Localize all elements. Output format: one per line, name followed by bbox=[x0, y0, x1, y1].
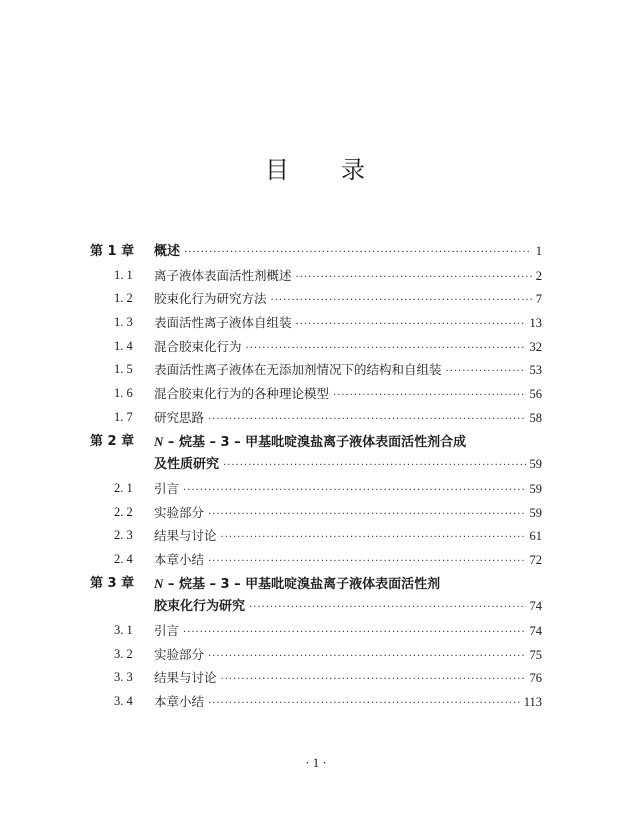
toc-leader-dots bbox=[221, 526, 526, 550]
toc-entry bbox=[90, 406, 542, 430]
toc-entry-body bbox=[154, 287, 542, 313]
toc-entry-title-text: 引言 bbox=[154, 480, 180, 496]
toc-entry-number: 第 1 章 bbox=[90, 244, 135, 259]
toc-entry-body bbox=[154, 643, 542, 669]
toc-entry-title bbox=[154, 666, 217, 690]
toc-entry-title bbox=[154, 453, 219, 477]
toc-entry-number: 1. 6 bbox=[114, 386, 133, 401]
toc-entry-number: 1. 5 bbox=[114, 362, 133, 377]
toc-leader-dots bbox=[183, 621, 525, 645]
toc-entry bbox=[90, 287, 542, 311]
toc-entry-body bbox=[154, 477, 542, 503]
toc-entry-number: 2. 3 bbox=[114, 528, 133, 543]
toc-entry bbox=[90, 477, 542, 501]
toc-entry-title bbox=[154, 524, 217, 548]
toc-entry-title bbox=[154, 501, 204, 525]
toc-entry bbox=[90, 311, 542, 335]
toc-entry bbox=[90, 572, 542, 596]
toc-entry-body bbox=[154, 406, 542, 432]
toc-leader-dots bbox=[446, 360, 526, 384]
toc-entry bbox=[90, 619, 542, 643]
toc-entry-page: 76 bbox=[529, 671, 542, 686]
page-title-part2: 录 bbox=[341, 156, 367, 184]
toc-entry-title-italic: N bbox=[154, 433, 164, 449]
toc-leader-dots bbox=[271, 289, 532, 313]
toc-entry-title-text: – 烷基 – 3 – 甲基吡啶溴盐离子液体表面活性剂合成 bbox=[163, 434, 467, 450]
toc-entry-page: 61 bbox=[529, 529, 542, 544]
toc-entry-title-text: 胶束化行为研究 bbox=[154, 599, 246, 615]
toc-entry-title-text: 实验部分 bbox=[154, 504, 205, 520]
toc-entry-body bbox=[154, 453, 542, 478]
toc-entry bbox=[90, 430, 542, 454]
toc-entry-title bbox=[154, 311, 292, 335]
toc-entry-number: 3. 3 bbox=[114, 670, 133, 685]
toc-entry-title-text: 及性质研究 bbox=[154, 457, 220, 473]
toc-entry-title-text: 本章小结 bbox=[154, 551, 205, 567]
toc-entry bbox=[90, 358, 542, 382]
toc-leader-dots bbox=[208, 550, 525, 574]
toc-entry-number: 1. 7 bbox=[114, 409, 133, 424]
toc-entry-title-text: 结果与讨论 bbox=[154, 528, 217, 544]
toc-entry-body bbox=[154, 358, 542, 384]
toc-entry-page: 113 bbox=[523, 695, 542, 710]
toc-leader-dots bbox=[208, 503, 525, 527]
toc-entry-page: 2 bbox=[535, 268, 542, 283]
toc-entry-page: 32 bbox=[529, 339, 542, 354]
toc-entry-title bbox=[154, 382, 329, 406]
toc-entry bbox=[90, 548, 542, 572]
toc-leader-dots bbox=[296, 313, 526, 337]
toc-entry-title bbox=[154, 264, 292, 288]
toc-entry-body bbox=[154, 382, 542, 408]
toc-entry-page: 1 bbox=[535, 244, 542, 258]
toc-entry-number: 2. 4 bbox=[114, 551, 133, 566]
toc-leader-dots bbox=[221, 668, 526, 692]
toc-leader-dots bbox=[183, 479, 525, 503]
toc-leader-dots bbox=[184, 241, 532, 265]
toc-entry-page: 74 bbox=[529, 599, 542, 614]
toc-leader-dots bbox=[223, 454, 525, 478]
toc-entry-number: 1. 1 bbox=[114, 267, 133, 282]
toc-entry-title-text: 表面活性离子液体在无添加剂情况下的结构和自组装 bbox=[154, 362, 442, 378]
toc-leader-dots bbox=[208, 692, 520, 716]
toc-entry-page: 7 bbox=[535, 292, 542, 307]
toc-entry-number: 2. 2 bbox=[114, 504, 133, 519]
toc-entry-body bbox=[154, 572, 542, 597]
toc-entry-page: 53 bbox=[529, 363, 542, 378]
toc-entry-body bbox=[154, 524, 542, 550]
toc-entry-body bbox=[154, 548, 542, 574]
toc-entry-title bbox=[154, 287, 267, 311]
toc-entry-title-text: 混合胶束化行为 bbox=[154, 338, 242, 354]
toc-entry-title bbox=[154, 690, 204, 714]
toc-entry-title-italic: N bbox=[154, 575, 164, 591]
toc-entry bbox=[90, 453, 542, 477]
toc-entry-number: 1. 3 bbox=[114, 315, 133, 330]
toc-entry-title bbox=[154, 477, 179, 501]
toc-leader-dots bbox=[333, 384, 525, 408]
toc-entry-title-text: 混合胶束化行为的各种理论模型 bbox=[154, 386, 330, 402]
toc-leader-dots bbox=[249, 596, 525, 620]
toc-leader-dots bbox=[296, 266, 532, 290]
toc-entry-body bbox=[154, 335, 542, 361]
toc-entry-title bbox=[154, 240, 180, 264]
toc-entry-page: 72 bbox=[529, 552, 542, 567]
toc-entry-body bbox=[154, 501, 542, 527]
toc-entry-title bbox=[154, 358, 442, 382]
toc-entry-number: 3. 2 bbox=[114, 646, 133, 661]
toc-entry-number: 3. 4 bbox=[114, 694, 133, 709]
toc-entry-title-text: 表面活性离子液体自组装 bbox=[154, 315, 292, 331]
toc-leader-dots bbox=[246, 337, 526, 361]
toc-entry bbox=[90, 524, 542, 548]
toc-entry bbox=[90, 595, 542, 619]
toc-entry-title-text: – 烷基 – 3 – 甲基吡啶溴盐离子液体表面活性剂 bbox=[163, 576, 441, 592]
toc-entry-title-text: 研究思路 bbox=[154, 409, 205, 425]
toc-leader-dots bbox=[208, 408, 525, 432]
toc-entry-body bbox=[154, 240, 542, 265]
page-number-footer: · 1 · bbox=[305, 755, 327, 770]
toc-entry bbox=[90, 690, 542, 714]
toc-entry-page: 56 bbox=[529, 387, 542, 402]
toc-entry-title-text: 胶束化行为研究方法 bbox=[154, 291, 267, 307]
toc-entry bbox=[90, 501, 542, 525]
toc-entry-body bbox=[154, 311, 542, 337]
toc-entry-page: 75 bbox=[529, 647, 542, 662]
toc-entry bbox=[90, 382, 542, 406]
toc-entry-title bbox=[154, 643, 204, 667]
toc-entry-body bbox=[154, 264, 542, 290]
toc-entry-page: 13 bbox=[529, 316, 542, 331]
toc-entry bbox=[90, 643, 542, 667]
toc-entry-title-text: 概述 bbox=[154, 244, 181, 259]
toc-entry-number: 3. 1 bbox=[114, 623, 133, 637]
toc-entry-number: 第 2 章 bbox=[90, 433, 135, 449]
toc-entry-number: 第 3 章 bbox=[90, 575, 135, 591]
toc-entry-title bbox=[154, 335, 242, 359]
toc-entry-page: 74 bbox=[529, 624, 542, 638]
toc-entry-page: 59 bbox=[529, 457, 542, 472]
toc-entry-title bbox=[154, 619, 179, 643]
toc-entry-body bbox=[154, 666, 542, 692]
toc-entry-title bbox=[154, 595, 245, 619]
toc-entry-title-text: 实验部分 bbox=[154, 646, 205, 662]
page-title-part1: 目 bbox=[265, 156, 291, 184]
toc-entry-title-text: 结果与讨论 bbox=[154, 670, 217, 686]
toc-entry-title-text: 本章小结 bbox=[154, 694, 205, 710]
toc-entry-body bbox=[154, 619, 542, 645]
toc-entry bbox=[90, 264, 542, 288]
toc-entry bbox=[90, 666, 542, 690]
toc-entry-number: 2. 1 bbox=[114, 480, 133, 495]
toc-entry-title bbox=[154, 572, 440, 597]
toc-entry-page: 59 bbox=[529, 481, 542, 496]
table-of-contents bbox=[90, 240, 542, 714]
toc-entry bbox=[90, 335, 542, 359]
toc-entry-title bbox=[154, 430, 466, 455]
toc-entry-title-text: 离子液体表面活性剂概述 bbox=[154, 267, 292, 283]
toc-entry-body bbox=[154, 595, 542, 620]
toc-entry-body bbox=[154, 430, 542, 455]
toc-entry-title bbox=[154, 548, 204, 572]
toc-entry-body bbox=[154, 690, 542, 716]
toc-entry-title-text: 引言 bbox=[154, 623, 180, 638]
toc-entry-page: 58 bbox=[529, 410, 542, 425]
toc-entry bbox=[90, 240, 542, 264]
toc-entry-title bbox=[154, 406, 204, 430]
page-title bbox=[0, 150, 632, 185]
toc-entry-number: 1. 4 bbox=[114, 338, 133, 353]
toc-entry-number: 1. 2 bbox=[114, 291, 133, 306]
toc-entry-page: 59 bbox=[529, 505, 542, 520]
toc-leader-dots bbox=[208, 645, 525, 669]
